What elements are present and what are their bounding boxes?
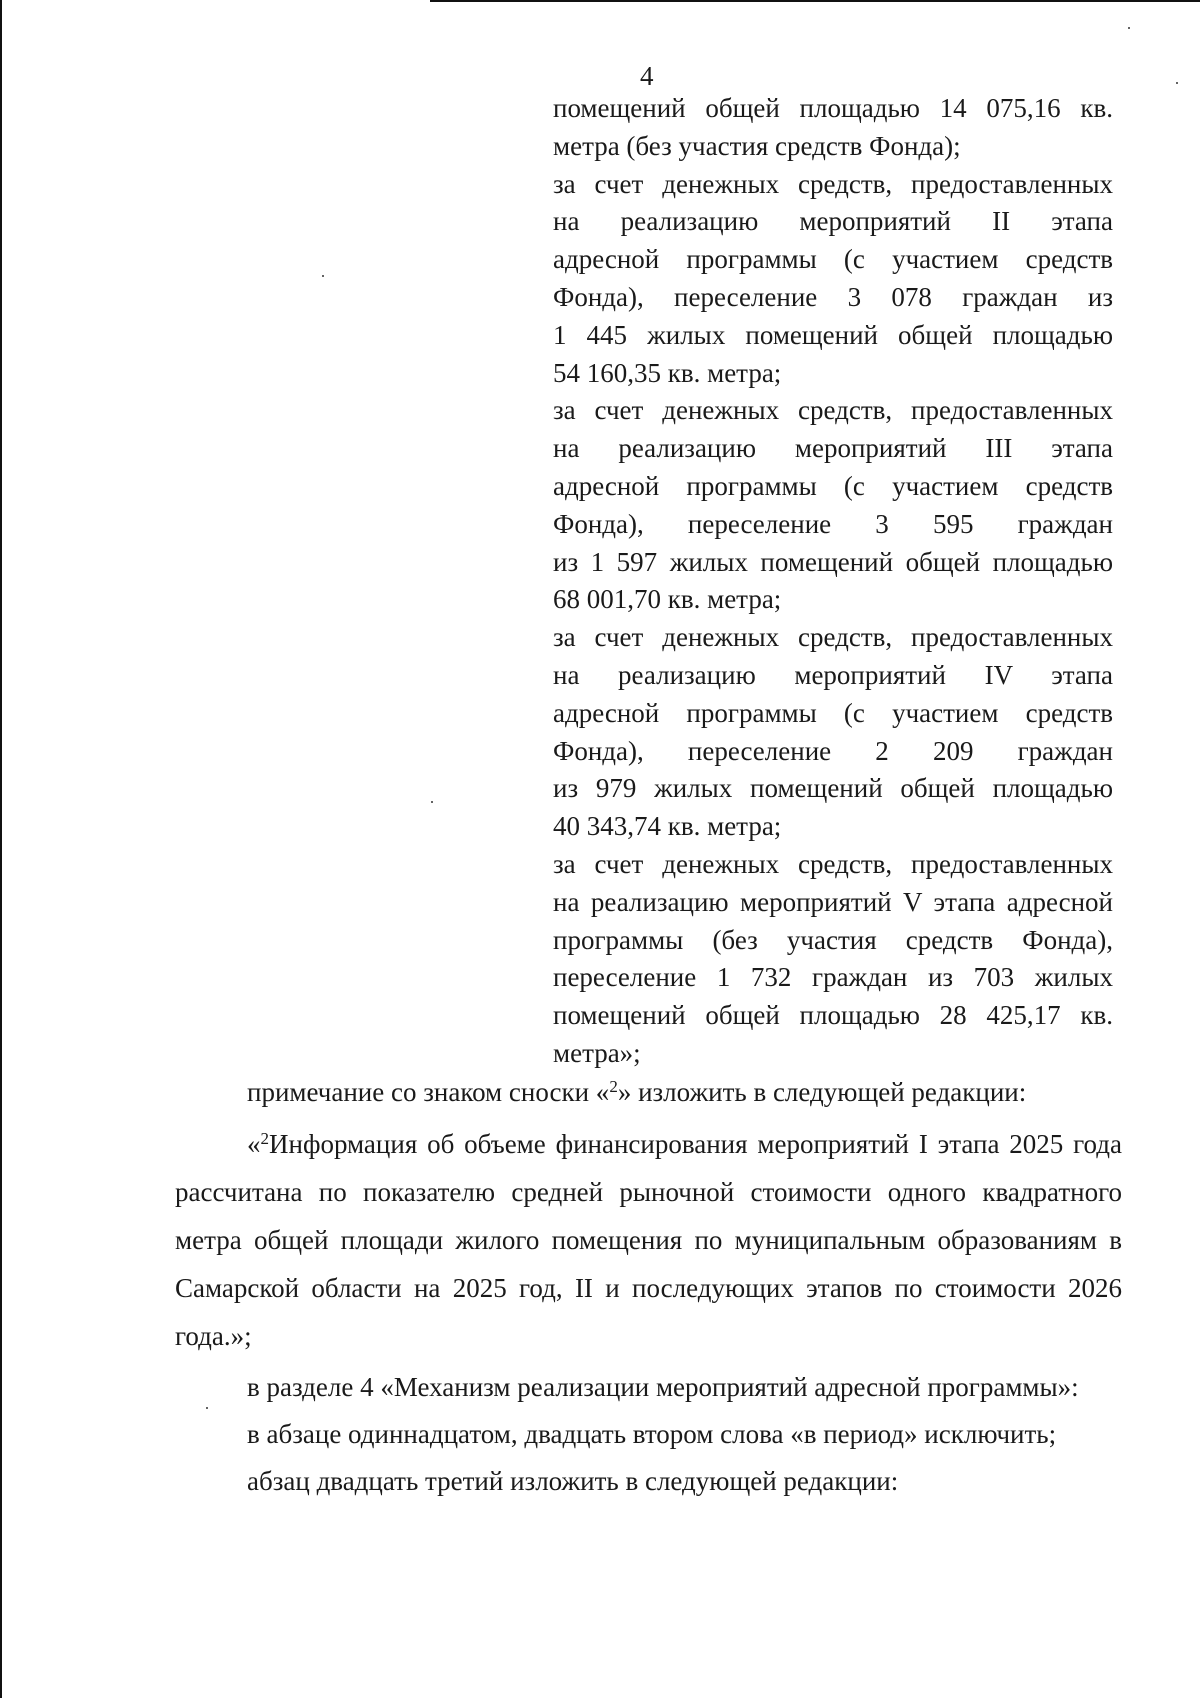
text-line: адресной программы (с участием средств bbox=[553, 697, 1113, 728]
text-line: 54 160,35 кв. метра; bbox=[553, 357, 782, 388]
text-fragment: » изложить в следующей редакции: bbox=[617, 1077, 1027, 1107]
text-line: на реализацию мероприятий V этапа адресной bbox=[553, 886, 1113, 917]
text-fragment: « bbox=[247, 1129, 261, 1159]
text-line: Фонда), переселение 3 078 граждан из bbox=[553, 281, 1113, 312]
text-line: Фонда), переселение 2 209 граждан bbox=[553, 735, 1113, 766]
text-line: 40 343,74 кв. метра; bbox=[553, 811, 782, 842]
text-line: Фонда), переселение 3 595 граждан bbox=[553, 508, 1113, 539]
scan-speck bbox=[1128, 27, 1130, 29]
text-line: метра»; bbox=[553, 1037, 641, 1068]
text-line: за счет денежных средств, предоставленных bbox=[553, 848, 1113, 879]
column-paragraph bbox=[553, 846, 1113, 1073]
scan-speck bbox=[322, 275, 324, 277]
page-number: 4 bbox=[640, 61, 654, 91]
text-line: помещений общей площадью 14 075,16 кв. bbox=[553, 93, 1113, 123]
column-paragraph bbox=[553, 619, 1113, 846]
footnote-quote-paragraph bbox=[175, 1120, 1122, 1360]
text-line: из 1 597 жилых помещений общей площадью bbox=[553, 546, 1113, 577]
text-line: помещений общей площадью 28 425,17 кв. bbox=[553, 1000, 1113, 1031]
scan-top-edge bbox=[430, 0, 1200, 2]
column-paragraph bbox=[553, 392, 1113, 619]
text-fragment: Информация об объеме финансирования мероприятий I этапа 2025 года рассчитана по показателю средней рыночной стоимости одного квадратного метра общей площади жилого помещения по муниципальным образованиям в Самарской области на 2025 год, II и последующих этапов по стоимости 2026 года.»; bbox=[175, 1129, 1122, 1351]
text-line: за счет денежных средств, предоставленных bbox=[553, 168, 1113, 199]
text-line: 68 001,70 кв. метра; bbox=[553, 584, 782, 615]
text-line: в абзаце одиннадцатом, двадцать втором слова «в период» исключить; bbox=[247, 1419, 1057, 1449]
footnote-marker: 2 bbox=[260, 1129, 269, 1148]
text-line: адресной программы (с участием средств bbox=[553, 244, 1113, 275]
scan-speck bbox=[431, 801, 433, 803]
column-paragraph bbox=[553, 166, 1113, 393]
text-line bbox=[247, 1070, 1127, 1114]
paragraph bbox=[175, 1120, 1122, 1360]
text-line: адресной программы (с участием средств bbox=[553, 470, 1113, 501]
text-line: метра (без участия средств Фонда); bbox=[553, 130, 961, 161]
text-line: за счет денежных средств, предоставленных bbox=[553, 622, 1113, 653]
text-line: на реализацию мероприятий II этапа bbox=[553, 206, 1113, 237]
scan-speck bbox=[206, 1407, 208, 1409]
footnote-marker: 2 bbox=[609, 1077, 618, 1096]
right-column-text bbox=[553, 90, 1113, 1073]
text-fragment: примечание со знаком сноски « bbox=[247, 1077, 610, 1107]
footnote-instruction bbox=[247, 1070, 1127, 1114]
scan-left-edge bbox=[0, 0, 2, 1698]
text-line: на реализацию мероприятий IV этапа bbox=[553, 659, 1113, 690]
section-amendments bbox=[247, 1364, 1127, 1505]
text-line: программы (без участия средств Фонда), bbox=[553, 924, 1113, 955]
text-line: переселение 1 732 граждан из 703 жилых bbox=[553, 962, 1113, 993]
text-line: абзац двадцать третий изложить в следующей редакции: bbox=[247, 1466, 899, 1496]
text-line: в разделе 4 «Механизм реализации мероприятий адресной программы»: bbox=[247, 1372, 1079, 1402]
column-paragraph bbox=[553, 90, 1113, 166]
text-line: на реализацию мероприятий III этапа bbox=[553, 433, 1113, 464]
text-line: за счет денежных средств, предоставленных bbox=[553, 395, 1113, 426]
text-line: из 979 жилых помещений общей площадью bbox=[553, 773, 1113, 804]
scan-speck bbox=[1176, 82, 1178, 84]
text-line: 1 445 жилых помещений общей площадью bbox=[553, 319, 1113, 350]
